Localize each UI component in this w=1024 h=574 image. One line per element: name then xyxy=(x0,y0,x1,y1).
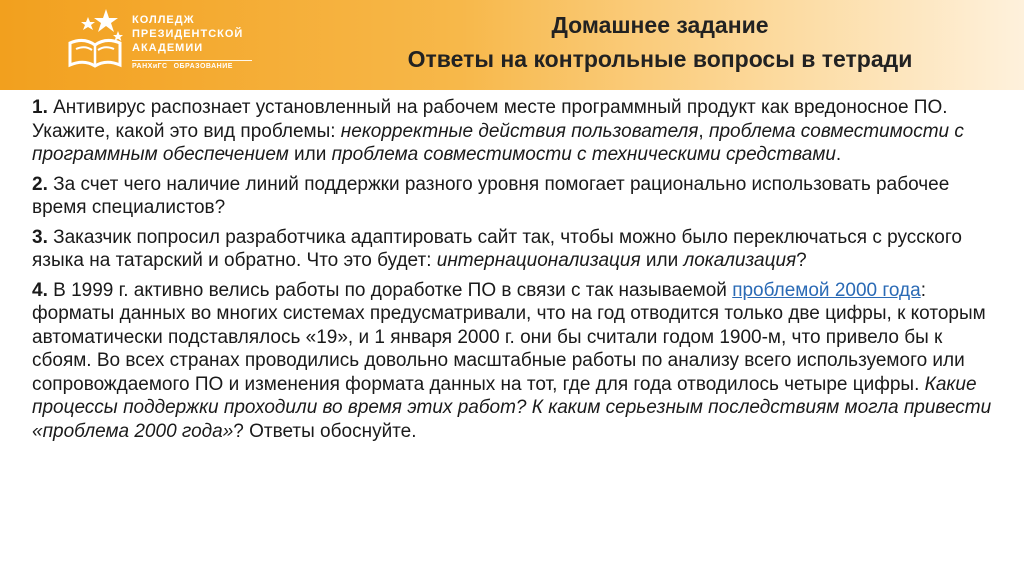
question-text: , xyxy=(698,120,709,142)
college-logo[interactable] xyxy=(66,7,266,79)
option-hardware-compat: проблема совместимости с техническими средствами xyxy=(331,144,836,165)
question-number: 3. xyxy=(32,226,48,248)
logo-name-line: КОЛЛЕДЖ xyxy=(132,14,195,26)
logo-name-line: АКАДЕМИИ xyxy=(132,42,204,54)
slide-title xyxy=(300,8,1020,76)
question-number: 4. xyxy=(32,279,48,301)
question-text: Антивирус распознает установленный на рабочем месте программный продукт как вредоносное ПО. Укажите, какой это вид проблемы: xyxy=(32,97,948,142)
question-3 xyxy=(32,226,1004,273)
questions-list xyxy=(32,96,1004,449)
header-banner xyxy=(0,0,1024,90)
logo-tag-right: ОБРАЗОВАНИЕ xyxy=(173,63,233,70)
logo-emblem-icon xyxy=(66,7,124,69)
title-line-2: Ответы на контрольные вопросы в тетради xyxy=(407,46,913,72)
question-text: Заказчик попросил разработчика адаптировать сайт так, чтобы можно было переключаться с русского языка на татарский и обратно. Что это будет: xyxy=(32,226,962,271)
option-localization: локализация xyxy=(683,250,797,271)
logo-name xyxy=(132,13,272,55)
option-user-errors: некорректные действия пользователя xyxy=(340,120,699,142)
logo-tag-left: РАНХиГС xyxy=(132,63,168,70)
option-internationalization: интернационализация xyxy=(436,250,641,271)
question-1 xyxy=(32,96,1004,167)
question-text: или xyxy=(288,144,332,165)
y2k-problem-link[interactable]: проблемой 2000 года xyxy=(732,279,921,301)
question-number: 1. xyxy=(32,97,48,118)
title-line-1: Домашнее задание xyxy=(551,12,769,38)
question-text: ? Ответы обоснуйте. xyxy=(233,420,417,442)
question-text: ? xyxy=(796,250,807,271)
logo-name-line: ПРЕЗИДЕНТСКОЙ xyxy=(132,28,244,40)
question-text: В 1999 г. активно велись работы по доработке ПО в связи с так называемой xyxy=(47,279,733,301)
question-4 xyxy=(32,279,1004,444)
logo-tagline xyxy=(132,60,252,74)
question-text: . xyxy=(835,144,842,165)
question-prompt: Какие процессы поддержки проходили во время этих работ? К каким серьезным последствиям могла привести «проблема 2000 года» xyxy=(32,373,992,442)
question-number: 2. xyxy=(32,173,48,195)
question-2 xyxy=(32,173,1004,220)
question-text: или xyxy=(640,250,684,271)
question-text: За счет чего наличие линий поддержки разного уровня помогает рационально использовать рабочее время специалистов? xyxy=(32,173,950,218)
option-software-compat: проблема совместимости с программным обеспечением xyxy=(32,120,964,165)
question-text: : форматы данных во многих системах предусматривали, что на год отводится только две цифры, к которым автоматически подставлялось «19», и 1 января 2000 г. они бы считали годом 1900-м, что привело бы к сбоям. Во всех странах проводились довольно масштабные работы по анализу всего используемого или сопровождаемого ПО и изменения формата данных на тот, где для года отводилось четыре цифры. xyxy=(32,279,986,395)
